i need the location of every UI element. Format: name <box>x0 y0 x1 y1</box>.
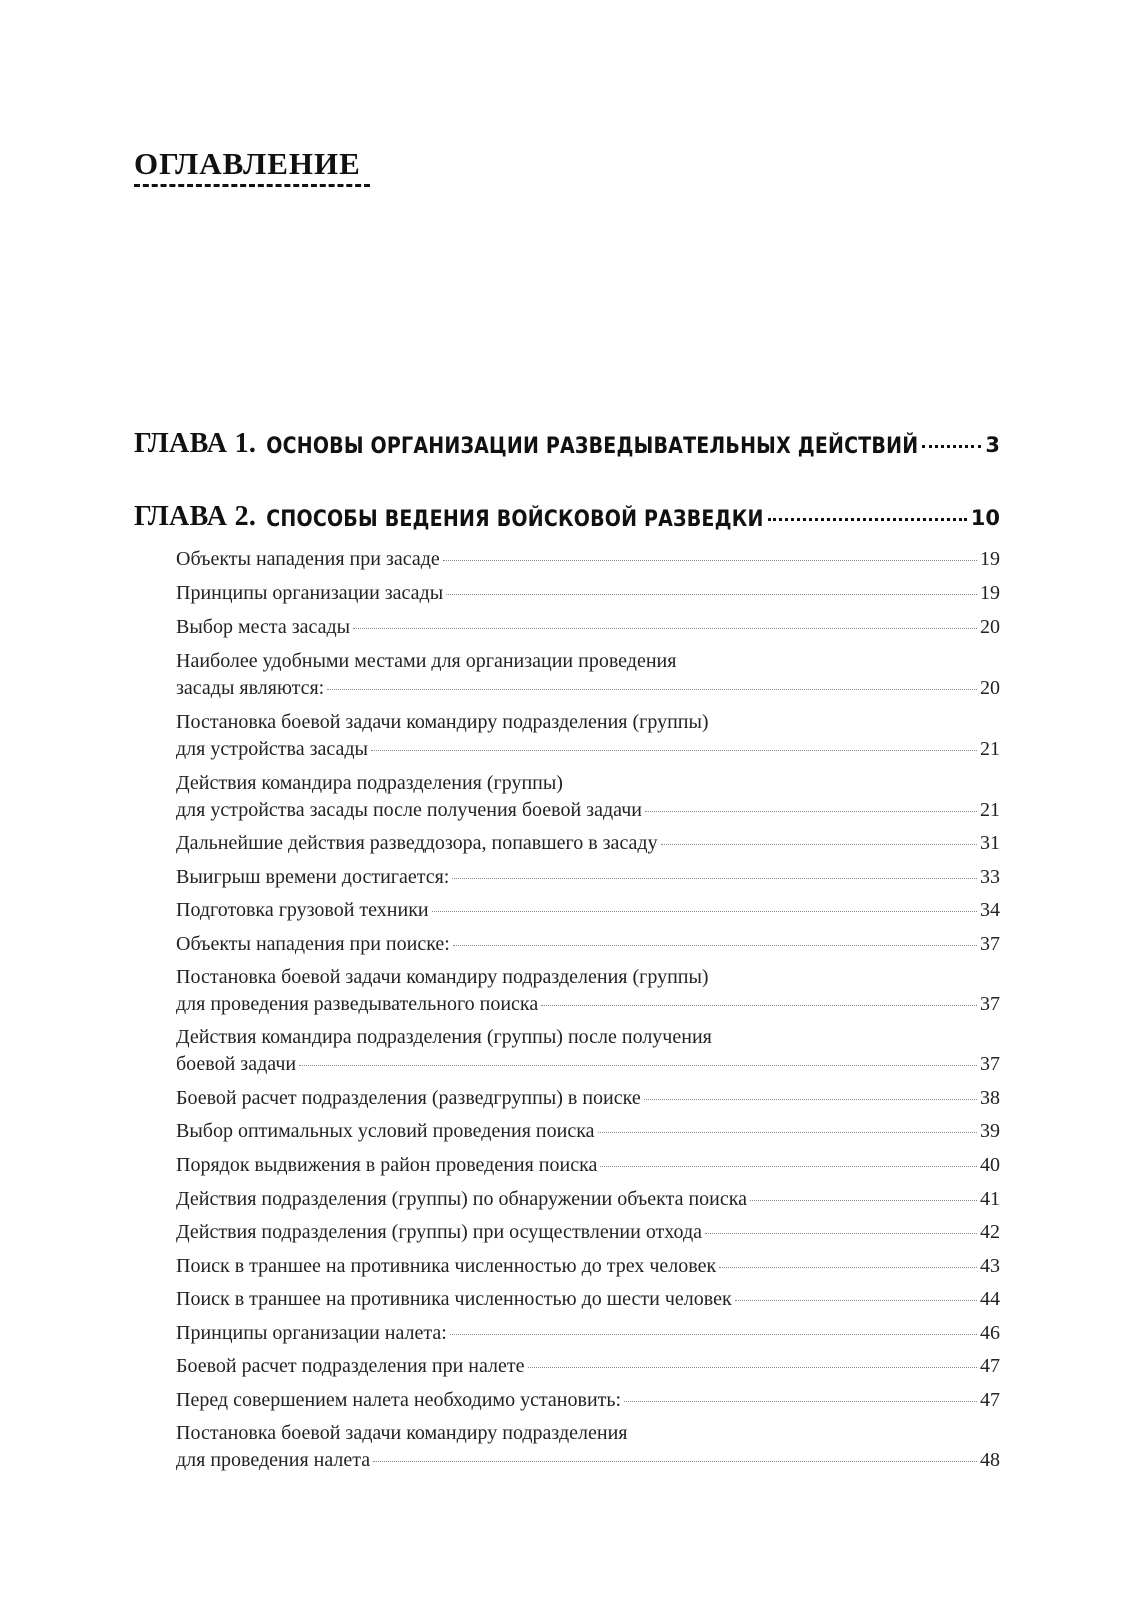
entry-text: Дальнейшие действия разведдозора, попавшего в засаду <box>176 832 658 854</box>
chapter-page-number: 10 <box>970 506 1000 530</box>
chapter-page-number: 3 <box>985 433 1000 457</box>
toc-entry[interactable] <box>176 1118 1000 1145</box>
entry-text: Принципы организации засады <box>176 582 444 604</box>
entry-text: для проведения разведывательного поиска <box>176 993 539 1015</box>
entry-page-number: 19 <box>980 582 1000 604</box>
entry-text: Выигрыш времени достигается: <box>176 866 450 888</box>
entry-page-number: 37 <box>980 1053 1000 1075</box>
entry-text-line1: Наиболее удобными местами для организации проведения <box>176 650 677 672</box>
entry-page-number: 47 <box>980 1389 1000 1411</box>
toc-entry[interactable] <box>176 1024 1000 1078</box>
dot-leader <box>644 1099 977 1100</box>
entry-text: Действия подразделения (группы) по обнаружении объекта поиска <box>176 1188 748 1210</box>
page-title: ОГЛАВЛЕНИЕ <box>134 146 361 181</box>
entry-text: Боевой расчет подразделения при налете <box>176 1355 525 1377</box>
dot-leader <box>299 1065 977 1066</box>
dot-leader <box>453 945 977 946</box>
toc-entry[interactable] <box>176 864 1000 891</box>
entry-text: Подготовка грузовой техники <box>176 899 429 921</box>
entry-text: для устройства засады <box>176 738 368 760</box>
entry-page-number: 37 <box>980 933 1000 955</box>
chapter-title: ОСНОВЫ ОРГАНИЗАЦИИ РАЗВЕДЫВАТЕЛЬНЫХ ДЕЙСТВИЙ <box>266 433 919 459</box>
chapter-label: ГЛАВА 2. <box>134 501 257 532</box>
toc-entry[interactable] <box>176 1286 1000 1313</box>
toc-entry[interactable] <box>176 546 1000 573</box>
entry-page-number: 19 <box>980 548 1000 570</box>
entry-text-line1: Действия командира подразделения (группы) после получения <box>176 1026 712 1048</box>
dot-leader <box>432 911 977 912</box>
entry-text: засады являются: <box>176 677 325 699</box>
dot-leader <box>719 1267 977 1268</box>
dot-leader <box>446 594 977 595</box>
dot-leader <box>735 1300 977 1301</box>
toc-entry[interactable] <box>176 709 1000 763</box>
entry-text: боевой задачи <box>176 1053 297 1075</box>
entry-page-number: 20 <box>980 677 1000 699</box>
dot-leader <box>371 750 977 751</box>
entry-text: Поиск в траншее на противника численностью до трех человек <box>176 1255 717 1277</box>
toc-entry[interactable] <box>176 1186 1000 1213</box>
dot-leader <box>750 1200 977 1201</box>
entry-text-line1: Постановка боевой задачи командиру подразделения <box>176 1422 628 1444</box>
toc-entry[interactable] <box>176 931 1000 958</box>
toc-entry[interactable] <box>176 1387 1000 1414</box>
dot-leader <box>452 878 977 879</box>
entry-text-line1: Действия командира подразделения (группы) <box>176 772 563 794</box>
dot-leader <box>645 811 977 812</box>
dot-leader <box>450 1334 977 1335</box>
dot-leader <box>443 560 977 561</box>
entry-page-number: 37 <box>980 993 1000 1015</box>
dot-leader <box>922 445 981 448</box>
dot-leader <box>598 1132 978 1133</box>
entry-text-line1: Постановка боевой задачи командиру подразделения (группы) <box>176 711 709 733</box>
toc-entry[interactable] <box>176 1219 1000 1246</box>
entry-page-number: 40 <box>980 1154 1000 1176</box>
dot-leader <box>327 689 977 690</box>
toc-entry[interactable] <box>176 1253 1000 1280</box>
entry-page-number: 41 <box>980 1188 1000 1210</box>
entry-page-number: 21 <box>980 799 1000 821</box>
dot-leader <box>768 518 967 521</box>
chapter-title: СПОСОБЫ ВЕДЕНИЯ ВОЙСКОВОЙ РАЗВЕДКИ <box>266 506 764 532</box>
entry-page-number: 47 <box>980 1355 1000 1377</box>
entry-text: Поиск в траншее на противника численностью до шести человек <box>176 1288 732 1310</box>
toc-entry[interactable] <box>176 1085 1000 1112</box>
toc-entry[interactable] <box>176 580 1000 607</box>
toc-entry[interactable] <box>176 1152 1000 1179</box>
dot-leader <box>624 1401 977 1402</box>
entry-text: Объекты нападения при засаде <box>176 548 440 570</box>
entry-text: Выбор оптимальных условий проведения поиска <box>176 1120 595 1142</box>
chapter-label: ГЛАВА 1. <box>134 428 257 459</box>
title-dashed-underline <box>134 184 370 187</box>
toc-chapter-2[interactable] <box>134 501 1000 533</box>
dot-leader <box>661 844 977 845</box>
dot-leader <box>541 1005 977 1006</box>
entry-page-number: 20 <box>980 616 1000 638</box>
entry-page-number: 42 <box>980 1221 1000 1243</box>
toc-entry[interactable] <box>176 614 1000 641</box>
entry-page-number: 34 <box>980 899 1000 921</box>
entry-text: Принципы организации налета: <box>176 1322 447 1344</box>
entry-page-number: 48 <box>980 1449 1000 1471</box>
dot-leader <box>705 1233 977 1234</box>
toc-entry[interactable] <box>176 770 1000 824</box>
entry-page-number: 46 <box>980 1322 1000 1344</box>
entry-text: Выбор места засады <box>176 616 351 638</box>
toc-chapter-1[interactable] <box>134 428 1000 460</box>
toc-entry[interactable] <box>176 830 1000 857</box>
entry-text: Объекты нападения при поиске: <box>176 933 450 955</box>
toc-entry[interactable] <box>176 1353 1000 1380</box>
dot-leader <box>373 1461 977 1462</box>
dot-leader <box>528 1367 977 1368</box>
toc-entry[interactable] <box>176 1320 1000 1347</box>
toc-entry[interactable] <box>176 897 1000 924</box>
entry-page-number: 44 <box>980 1288 1000 1310</box>
toc-entry[interactable] <box>176 964 1000 1018</box>
entry-text: Порядок выдвижения в район проведения поиска <box>176 1154 598 1176</box>
entry-page-number: 31 <box>980 832 1000 854</box>
entry-text: Действия подразделения (группы) при осуществлении отхода <box>176 1221 703 1243</box>
toc-entry[interactable] <box>176 1420 1000 1474</box>
entry-page-number: 43 <box>980 1255 1000 1277</box>
toc-entry[interactable] <box>176 648 1000 702</box>
entry-page-number: 21 <box>980 738 1000 760</box>
entry-page-number: 38 <box>980 1087 1000 1109</box>
entry-page-number: 33 <box>980 866 1000 888</box>
dot-leader <box>353 628 977 629</box>
entry-text: Перед совершением налета необходимо установить: <box>176 1389 622 1411</box>
entry-text: Боевой расчет подразделения (разведгруппы) в поиске <box>176 1087 641 1109</box>
entry-text: для устройства засады после получения боевой задачи <box>176 799 642 821</box>
dot-leader <box>600 1166 977 1167</box>
entry-text: для проведения налета <box>176 1449 371 1471</box>
entry-page-number: 39 <box>980 1120 1000 1142</box>
entry-text-line1: Постановка боевой задачи командиру подразделения (группы) <box>176 966 709 988</box>
